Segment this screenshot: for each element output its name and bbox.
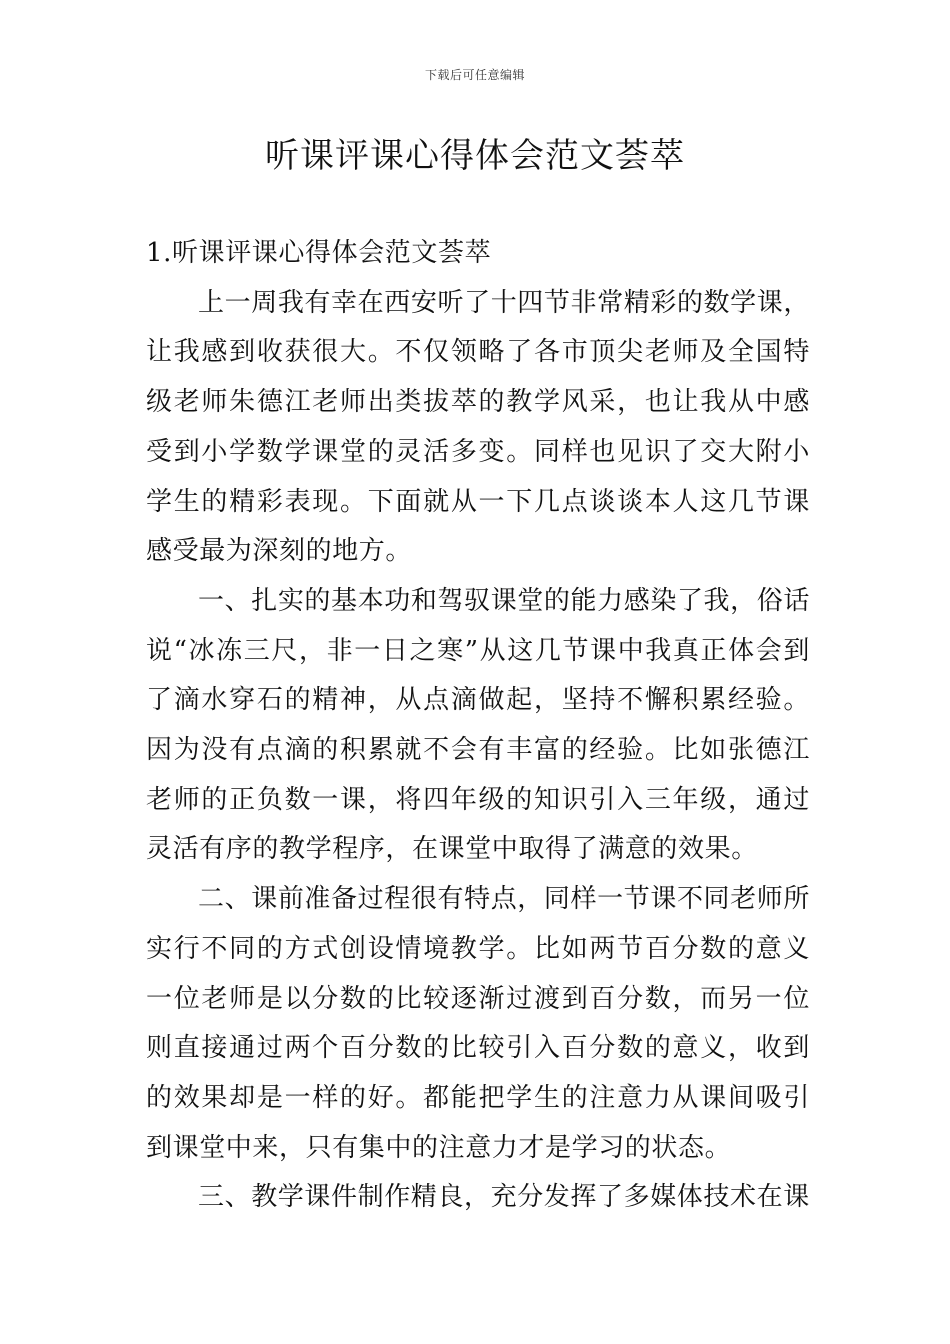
header-note: 下载后可任意编辑 <box>424 68 525 82</box>
paragraph-4: 三、教学课件制作精良，充分发挥了多媒体技术在课 <box>198 1182 810 1213</box>
document-title: 听课评课心得体会范文荟萃 <box>265 136 685 176</box>
paragraph-2: 一、扎实的基本功和驾驭课堂的能力感染了我，俗话说“冰冻三尺，非一日之寒”从这几节课中我真正体会到了滴水穿石的精神，从点滴做起，坚持不懈积累经验。因为没有点滴的积累就不会有丰富的经验。比如张德江老师的正负数一课，将四年级的知识引入三年级，通过灵活有序的教学程序，在课堂中取得了满意的效果。 <box>146 585 810 865</box>
paragraph-3: 二、课前准备过程很有特点，同样一节课不同老师所实行不同的方式创设情境教学。比如两节百分数的意义一位老师是以分数的比较逐渐过渡到百分数，而另一位则直接通过两个百分数的比较引入百分数的意义，收到的效果却是一样的好。都能把学生的注意力从课间吸引到课堂中来，只有集中的注意力才是学习的状态。 <box>146 884 810 1163</box>
document-body <box>146 229 810 1223</box>
paragraph-1: 上一周我有幸在西安听了十四节非常精彩的数学课，让我感到收获很大。不仅领略了各市顶尖老师及全国特级老师朱德江老师出类拔萃的教学风采，也让我从中感受到小学数学课堂的灵活多变。同样也见识了交大附小学生的精彩表现。下面就从一下几点谈谈本人这几节课感受最为深刻的地方。 <box>146 287 810 567</box>
section-heading: 1.听课评课心得体会范文荟萃 <box>146 238 492 268</box>
